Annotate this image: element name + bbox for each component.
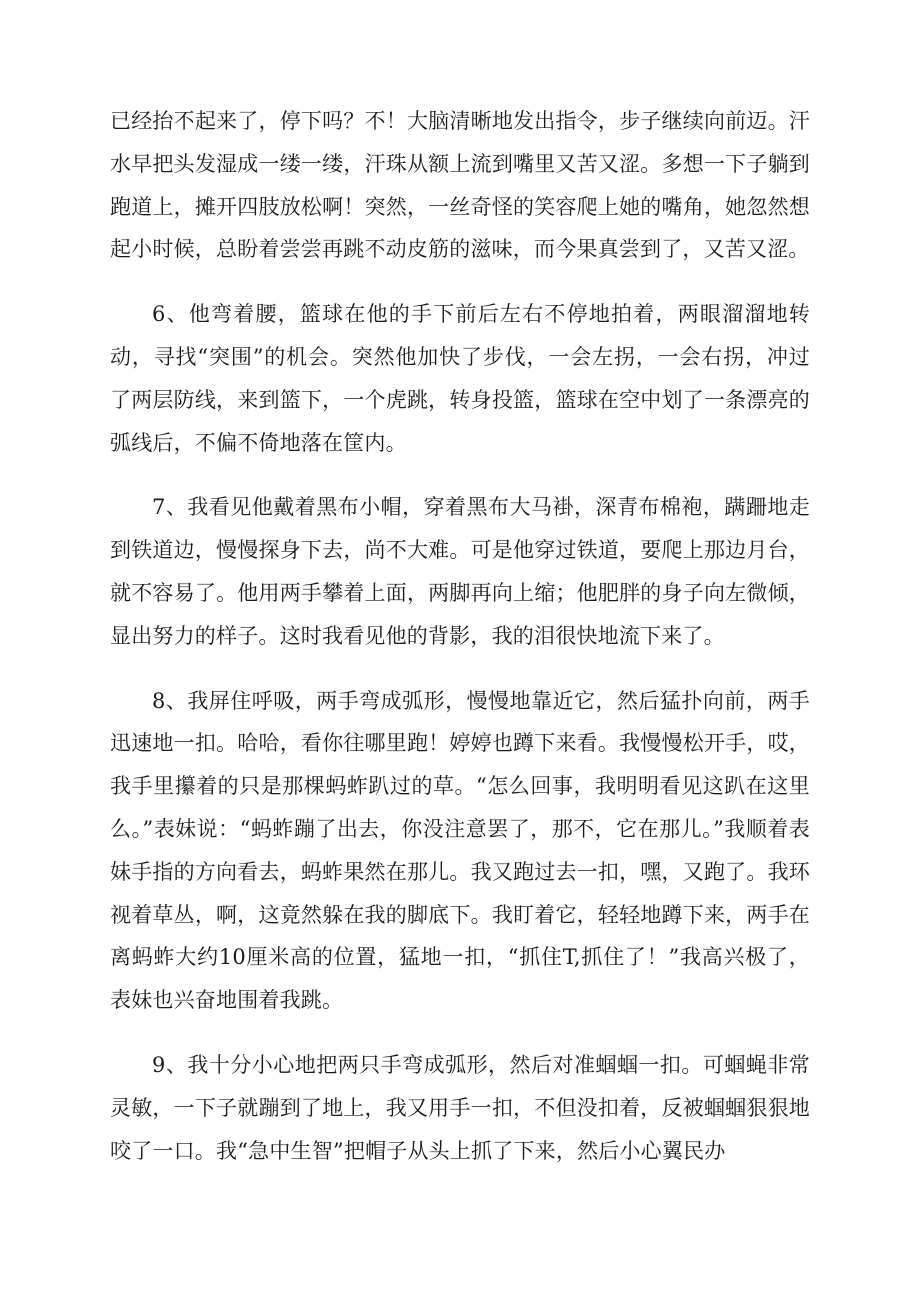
paragraph-9: 9、我十分小心地把两只手弯成弧形，然后对准蝈蝈一扣。可蝈蝇非常灵敏，一下子就蹦到了地上，我又用手一扣，不但没扣着，反被蝈蝈狠狠地咬了一口。我“急中生智”把帽子从头上抓了下来，然后小心翼民办 — [110, 1052, 810, 1163]
document-body — [110, 100, 810, 1194]
paragraph-continuation: 已经抬不起来了，停下吗？不！大脑清晰地发出指令，步子继续向前迈。汗水早把头发湿成一缕一缕，汗珠从额上流到嘴里又苦又涩。多想一下子躺到跑道上，摊开四肢放松啊！突然，一丝奇怪的笑容爬上她的嘴角，她忽然想起小时候，总盼着尝尝再跳不动皮筋的滋味，而今果真尝到了，又苦又涩。 — [110, 109, 810, 262]
paragraph-7: 7、我看见他戴着黑布小帽，穿着黑布大马褂，深青布棉袍，蹒跚地走到铁道边，慢慢探身下去，尚不大难。可是他穿过铁道，要爬上那边月台，就不容易了。他用两手攀着上面，两脚再向上缩；他肥胖的身子向左微倾，显出努力的样子。这时我看见他的背影，我的泪很快地流下来了。 — [110, 495, 810, 648]
paragraph-6: 6、他弯着腰，篮球在他的手下前后左右不停地拍着，两眼溜溜地转动，寻找“突围”的机会。突然他加快了步伐，一会左拐，一会右拐，冲过了两层防线，来到篮下，一个虎跳，转身投篮，篮球在空中划了一条漂亮的弧线后，不偏不倚地落在筐内。 — [110, 302, 810, 455]
paragraph-8: 8、我屏住呼吸，两手弯成弧形，慢慢地靠近它，然后猛扑向前，两手迅速地一扣。哈哈，看你往哪里跑！婷婷也蹲下来看。我慢慢松开手，哎，我手里攥着的只是那棵蚂蚱趴过的草。“怎么回事，我明明看见这趴在这里么。”表妹说：“蚂蚱蹦了出去，你没注意罢了，那不，它在那儿。”我顺着表妹手指的方向看去，蚂蚱果然在那儿。我又跑过去一扣，嘿，又跑了。我环视着草丛，啊，这竟然躲在我的脚底下。我盯着它，轻轻地蹲下来，两手在离蚂蚱大约10厘米高的位置，猛地一扣，“抓住T,抓住了！”我高兴极了，表妹也兴奋地围着我跳。 — [110, 688, 810, 1013]
